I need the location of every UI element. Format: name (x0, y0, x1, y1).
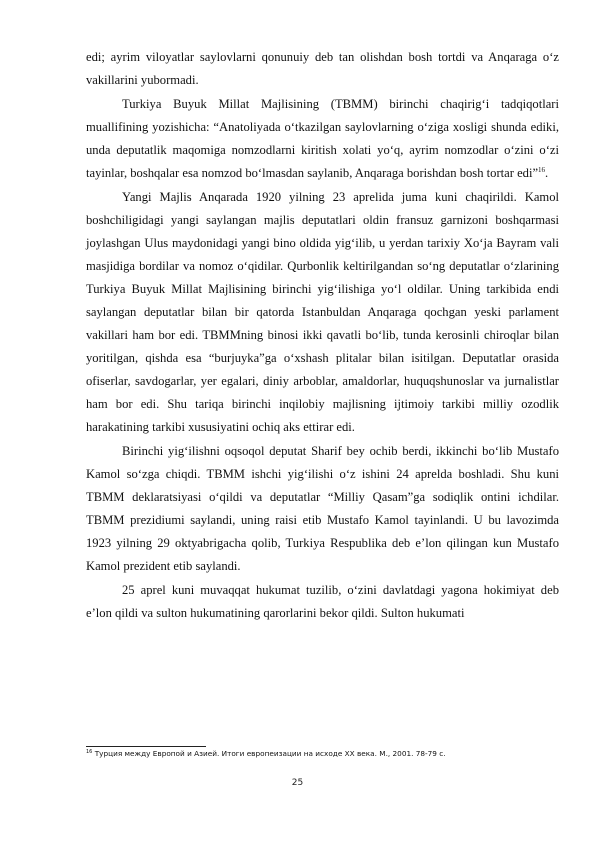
paragraph-2-text: Turkiya Buyuk Millat Majlisining (TBMM) birinchi chaqirig‘i tadqiqotlari muallifining yozishicha: “Anatoliyada o‘tkazilgan saylovlarning o‘ziga xosligi shunda ediki, unda deputatlik maqomiga nomzodlarni kiritish xolati yo‘q, ayrim nomzodlar o‘zini o‘zi tayinlar, boshqalar esa nomzod bo‘lmasdan saylanib, Anqaraga borishdan bosh tortar edi” (86, 97, 559, 180)
paragraph-1: edi; ayrim viloyatlar saylovlarni qonunuiy deb tan olishdan bosh tortdi va Anqaraga o‘z vakillarini yubormadi. (86, 50, 559, 87)
paragraph-3: Yangi Majlis Anqarada 1920 yilning 23 aprelida juma kuni chaqirildi. Kamol boshchiligidagi yangi saylangan majlis deputatlari oldin fransuz garnizoni boshqarmasi joylashgan Ulus maydonidagi yangi bino oldida yig‘ilib, u yerdan tarixiy Xo‘ja Bayram vali masjidiga bordilar va nomoz o‘qidilar. Qurbonlik keltirilgandan so‘ng deputatlar o‘zlarining Turkiya Buyuk Millat Majlisining birinchi yig‘ilishiga yo‘l oldilar. Uning tarkibida endi saylangan deputatlar bilan bir qatorda Istanbuldan Anqaraga qochgan yeski parlament vakillari ham bor edi. TBMMning binosi ikki qavatli bo‘lib, tunda kerosinli chiroqlar bilan yoritilgan, qishda esa “burjuyka”ga o‘xshash plitalar bilan isitilgan. Deputatlar orasida ofiserlar, savdogarlar, yer egalari, diniy arboblar, amaldorlar, huquqshunoslar va jurnalistlar ham bor edi. Shu tariqa birinchi inqilobiy majlisning ijtimoiy tarkibi milliy ozodlik harakatining tarkibi xususiyatini ochiq aks ettirar edi. (86, 190, 559, 434)
footnote-text: Турция между Европой и Азией. Итоги европеизации на исходе XX века. М., 2001. 78-79 с. (94, 749, 446, 758)
footnote-divider (86, 746, 206, 747)
footnote-number: 16 (86, 749, 93, 755)
paragraph-5: 25 aprel kuni muvaqqat hukumat tuzilib, o‘zini davlatdagi yagona hokimiyat deb e’lon qildi va sulton hukumatining qarorlarini bekor qildi. Sulton hukumati (86, 583, 559, 620)
page-number: 25 (291, 778, 304, 788)
paragraph-2-end: . (545, 166, 549, 180)
paragraph-4: Birinchi yig‘ilishni oqsoqol deputat Sharif bey ochib berdi, ikkinchi bo‘lib Mustafo Kamol so‘zga chiqdi. TBMM ishchi yig‘ilishi o‘z ishini 24 aprelda boshladi. Shu kuni TBMM deklaratsiyasi o‘qildi va deputatlar “Milliy Qasam”ga sodiqlik ontini ichdilar. TBMM prezidiumi saylandi, uning raisi etib Mustafo Kamol tayinlandi. U bu lavozimda 1923 yilning 29 oktyabrigacha qolib, Turkiya Respublika deb e’lon qilingan kun Mustafo Kamol prezident etib saylandi. (86, 444, 559, 573)
footnote-reference[interactable]: 16 (538, 166, 546, 174)
body-text (86, 46, 559, 626)
footnote (86, 749, 559, 759)
paragraph-2 (86, 93, 559, 185)
